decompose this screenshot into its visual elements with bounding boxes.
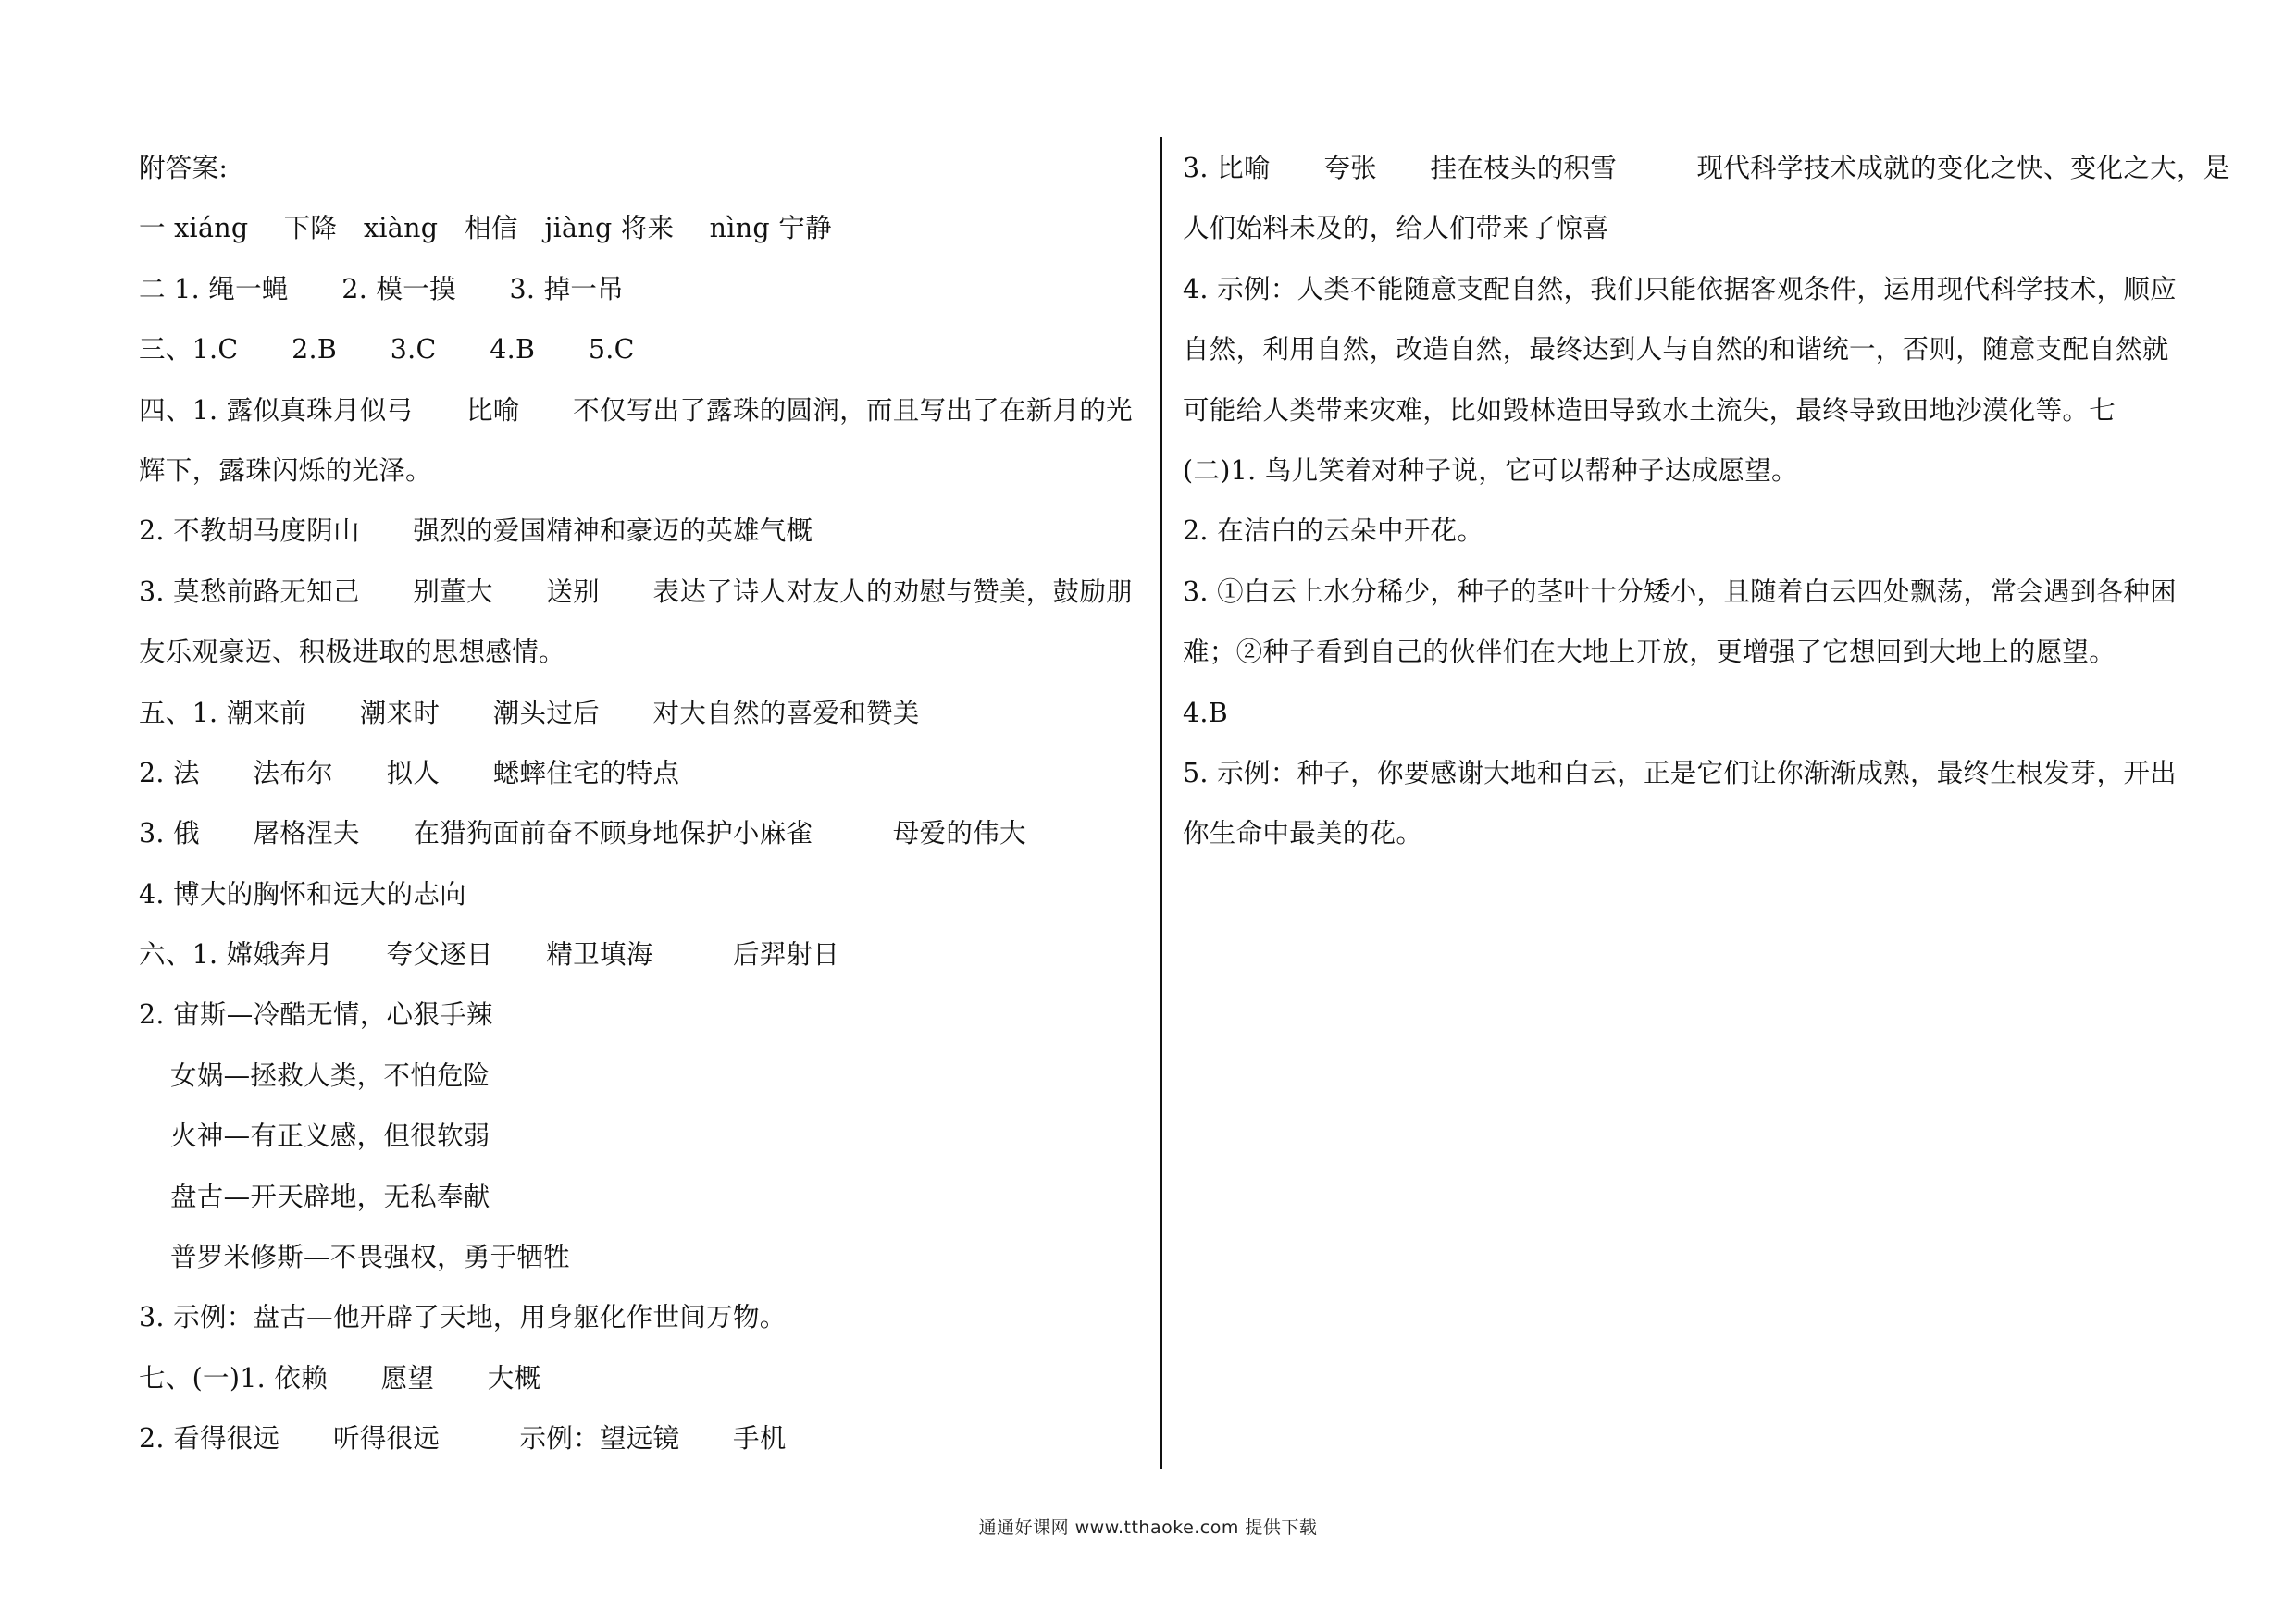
answer-line: 3. 俄 屠格涅夫 在猎狗面前奋不顾身地保护小麻雀 母爱的伟大 xyxy=(139,818,1026,849)
answer-line: 2. 宙斯—冷酷无情，心狠手辣 xyxy=(139,999,493,1031)
answer-line: 4. 示例：人类不能随意支配自然，我们只能依据客观条件，运用现代科学技术，顺应 xyxy=(1183,273,2177,304)
answer-line: 4. 博大的胸怀和远大的志向 xyxy=(139,878,466,910)
answer-line: 六、1. 嫦娥奔月 夸父逐日 精卫填海 后羿射日 xyxy=(139,939,840,971)
answer-line: 难；②种子看到自己的伙伴们在大地上开放，更增强了它想回到大地上的愿望。 xyxy=(1183,637,2116,668)
answer-line: (二)1. 鸟儿笑着对种子说，它可以帮种子达成愿望。 xyxy=(1183,454,1798,486)
answer-line: 自然，利用自然，改造自然，最终达到人与自然的和谐统一，否则，随意支配自然就 xyxy=(1183,334,2169,365)
answer-line: 二 1. 绳一蝇 2. 模一摸 3. 掉一吊 xyxy=(139,273,625,304)
answer-line: 可能给人类带来灾难，比如毁林造田导致水土流失，最终导致田地沙漠化等。七 xyxy=(1183,394,2116,426)
column-divider xyxy=(1160,137,1162,1469)
answer-line: 盘古—开天辟地，无私奉献 xyxy=(170,1181,490,1212)
left-column xyxy=(139,141,1148,1472)
answer-line: 5. 示例：种子，你要感谢大地和白云，正是它们让你渐渐成熟，最终生根发芽，开出 xyxy=(1183,757,2177,788)
answer-line: 友乐观豪迈、积极进取的思想感情。 xyxy=(139,637,565,668)
answer-line: 五、1. 潮来前 潮来时 潮头过后 对大自然的喜爱和赞美 xyxy=(139,697,920,728)
answer-line: 普罗米修斯—不畏强权，勇于牺牲 xyxy=(170,1242,571,1273)
answer-line: 四、1. 露似真珠月似弓 比喻 不仅写出了露珠的圆润，而且写出了在新月的光 xyxy=(139,394,1133,426)
answer-line: 你生命中最美的花。 xyxy=(1183,818,1423,849)
answer-heading: 附答案: xyxy=(139,153,229,183)
answer-line: 3. 比喻 夸张 挂在枝头的积雪 现代科学技术成就的变化之快、变化之大，是 xyxy=(1183,153,2230,183)
answer-line: 4.B xyxy=(1183,697,1229,728)
answer-line: 2. 不教胡马度阴山 强烈的爱国精神和豪迈的英雄气概 xyxy=(139,515,813,547)
answer-line: 2. 看得很远 听得很远 示例：望远镜 手机 xyxy=(139,1423,787,1455)
answer-line: 女娲—拯救人类，不怕危险 xyxy=(170,1059,490,1091)
answer-line: 3. 示例：盘古—他开辟了天地，用身躯化作世间万物。 xyxy=(139,1302,787,1333)
answer-line: 七、(一)1. 依赖 愿望 大概 xyxy=(139,1362,541,1394)
answer-line: 2. 法 法布尔 拟人 蟋蟀住宅的特点 xyxy=(139,757,680,788)
answer-line: 人们始料未及的，给人们带来了惊喜 xyxy=(1183,213,1609,244)
answer-line: 2. 在洁白的云朵中开花。 xyxy=(1183,515,1484,547)
answer-line: 三、1.C 2.B 3.C 4.B 5.C xyxy=(139,334,635,365)
right-column xyxy=(1183,141,2230,867)
answer-line: 3. ①白云上水分稀少，种子的茎叶十分矮小，且随着白云四处飘荡，常会遇到各种困 xyxy=(1183,576,2177,607)
answer-line: 一 xiáng 下降 xiàng 相信 jiàng 将来 nìng 宁静 xyxy=(139,213,832,244)
answer-line: 3. 莫愁前路无知己 别董大 送别 表达了诗人对友人的劝慰与赞美，鼓励朋 xyxy=(139,576,1133,607)
page-footer: 通通好课网 www.tthaoke.com 提供下载 xyxy=(978,1518,1318,1538)
answer-line: 火神—有正义感，但很软弱 xyxy=(170,1121,490,1152)
answer-line: 辉下，露珠闪烁的光泽。 xyxy=(139,454,432,486)
